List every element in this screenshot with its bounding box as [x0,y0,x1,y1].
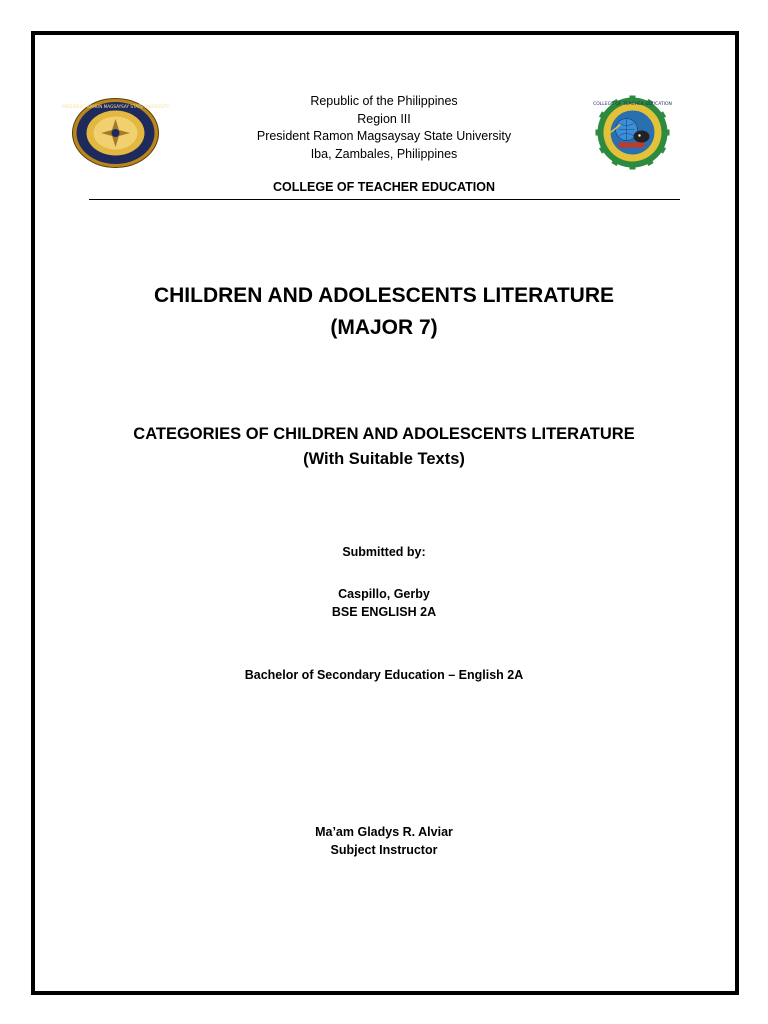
topic-title-line2: (With Suitable Texts) [303,450,465,468]
instructor-block [0,823,768,859]
submitted-by-label: Submitted by: [342,545,426,559]
institution-header [0,93,768,163]
topic-title [0,422,768,472]
country-line: Republic of the Philippines [310,94,458,108]
course-title-line1: CHILDREN AND ADOLESCENTS LITERATURE [153,284,615,307]
instructor-role: Subject Instructor [330,843,438,857]
instructor-name: Ma’am Gladys R. Alviar [315,825,453,839]
topic-title-line1: CATEGORIES OF CHILDREN AND ADOLESCENTS LITERATURE [133,425,635,443]
college-name: COLLEGE OF TEACHER EDUCATION [273,180,495,194]
region-line: Region III [357,111,411,126]
course-title-line2: (MAJOR 7) [330,316,438,339]
left-seal-text: PRESIDENT RAMON MAGSAYSAY STATE UNIVERSITY [61,104,170,109]
right-seal-text: COLLEGE OF TEACHER EDUCATION [593,102,672,107]
student-name: Caspillo, Gerby [338,587,430,601]
course-title [0,280,768,344]
header-divider [89,199,680,200]
location-line: Iba, Zambales, Philippines [310,146,458,161]
program-line: Bachelor of Secondary Education – English 2A [244,668,524,682]
student-section: BSE ENGLISH 2A [331,605,437,619]
university-line: President Ramon Magsaysay State University [256,129,512,143]
student-block [0,585,768,621]
